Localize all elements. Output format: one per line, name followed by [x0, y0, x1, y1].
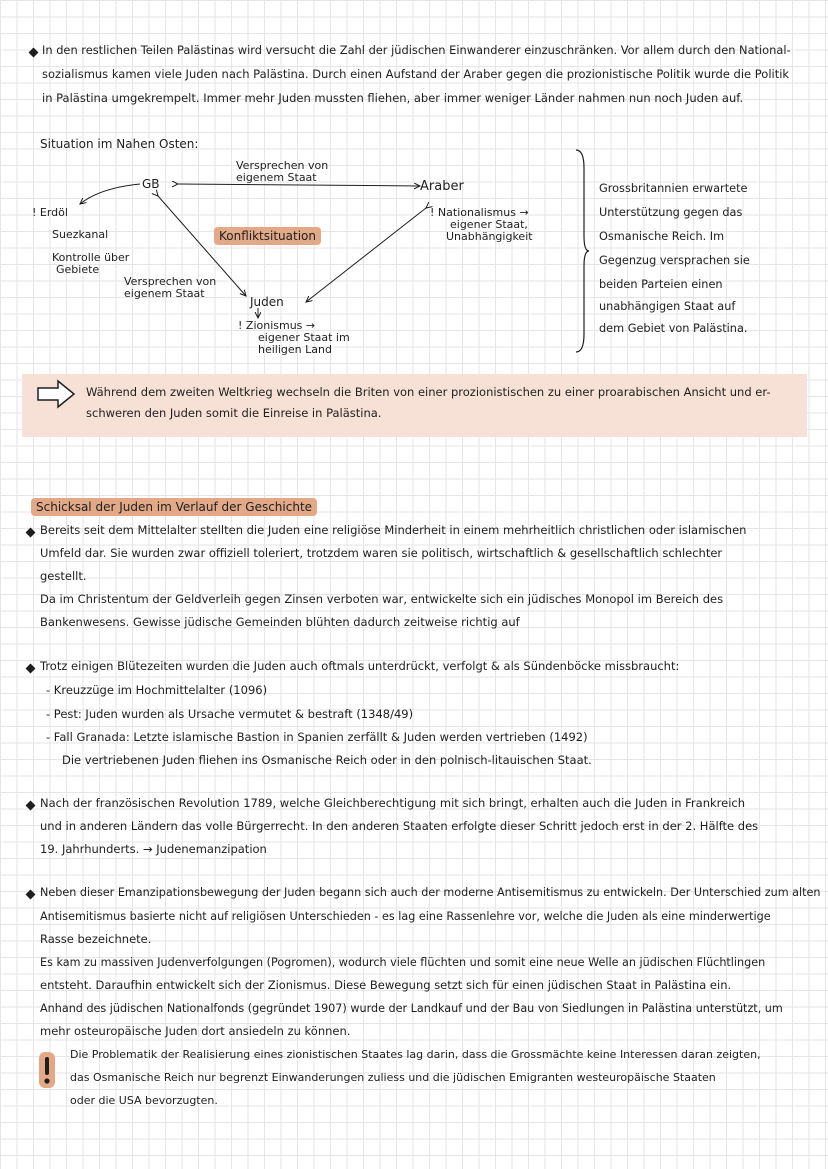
bullet-icon	[26, 890, 36, 900]
paragraph-line: Antisemitismus basierte nicht auf religiösen Unterschieden - es lag eine Rassenlehre vor, welche die Juden als eine minderwertige	[40, 910, 771, 923]
section-heading: Schicksal der Juden im Verlauf der Geschichte	[31, 498, 317, 516]
paragraph-line: Bankenwesens. Gewisse jüdische Gemeinden blühten dadurch zeitweise richtig auf	[40, 615, 520, 629]
gb-interest: Kontrolle über	[52, 251, 130, 264]
arrow-araber-juden	[306, 208, 426, 302]
gb-promise-label-line: Versprechen von	[236, 159, 329, 172]
paragraph-line: und in anderen Ländern das volle Bürgerrecht. In den anderen Staaten erfolgte dieser Schritt jedoch erst in der 2. Hälfte des	[40, 819, 759, 833]
gb-promise-label-line: eigenem Staat	[236, 171, 317, 184]
intro-line: sozialismus kamen viele Juden nach Palästina. Durch einen Aufstand der Araber gegen die prozionistische Politik wurde die Politik	[42, 67, 790, 81]
bullet-icon	[26, 664, 36, 674]
side-note-line: Osmanische Reich. Im	[599, 230, 725, 243]
intro-line: In den restlichen Teilen Palästinas wird versucht die Zahl der jüdischen Einwanderer einzuschränken. Vor allem durch den National-	[42, 43, 791, 57]
node-araber: Araber	[420, 179, 464, 194]
bullet-icon	[26, 801, 36, 811]
paragraph-line: 19. Jahrhunderts. → Judenemanzipation	[40, 842, 267, 856]
juden-interest: ! Zionismus →	[238, 319, 316, 332]
node-gb: GB	[142, 177, 160, 191]
side-note-line: Grossbritannien erwartete	[599, 182, 748, 195]
side-note-line: beiden Parteien einen	[599, 278, 723, 291]
exclamation-icon	[37, 1050, 57, 1090]
paragraph-line: mehr osteuropäische Juden dort ansiedeln zu können.	[40, 1024, 351, 1038]
list-item: - Fall Granada: Letzte islamische Bastion in Spanien zerfällt & Juden werden vertrieben (1492)	[46, 730, 588, 744]
paragraph-line: Die vertriebenen Juden fliehen ins Osmanische Reich oder in den polnisch-litauischen Staat.	[62, 753, 592, 767]
paragraph-line: Nach der französischen Revolution 1789, welche Gleichberechtigung mit sich bringt, erhalten auch die Juden in Frankreich	[40, 796, 746, 810]
paragraph-line: entsteht. Daraufhin entwickelt sich der Zionismus. Diese Bewegung setzt sich für einen jüdischen Staat in Palästina ein.	[40, 978, 732, 992]
juden-promise-label-line: eigenem Staat	[124, 287, 205, 300]
paragraph-line: Neben dieser Emanzipationsbewegung der Juden begann sich auch der moderne Antisemitismus zu entwickeln. Der Unterschied zum alten	[40, 886, 821, 899]
juden-interest: eigener Staat im	[258, 331, 350, 344]
gb-interest: Gebiete	[56, 263, 100, 276]
note-line: das Osmanische Reich nur begrenzt Einwanderungen zuliess und die jüdischen Emigranten westeuropäische Staaten	[70, 1071, 716, 1084]
side-note-line: unabhängigen Staat auf	[599, 300, 736, 313]
relation-arrows-diagram	[0, 0, 828, 400]
paragraph-line: Rasse bezeichnete.	[40, 932, 152, 946]
side-note-line: dem Gebiet von Palästina.	[599, 322, 748, 335]
curly-brace	[574, 148, 590, 354]
bullet-icon	[26, 528, 36, 538]
side-note-line: Gegenzug versprachen sie	[599, 254, 750, 267]
paragraph-line: Da im Christentum der Geldverleih gegen Zinsen verboten war, entwickelte sich ein jüdisches Monopol im Bereich des	[40, 592, 724, 606]
side-note-line: Unterstützung gegen das	[599, 206, 743, 219]
paragraph-line: Trotz einigen Blütezeiten wurden die Juden auch oftmals unterdrückt, verfolgt & als Sündenböcke missbraucht:	[40, 659, 680, 673]
araber-interest: ! Nationalismus →	[430, 206, 529, 219]
callout-line: schweren den Juden somit die Einreise in Palästina.	[86, 406, 382, 420]
paragraph-line: Anhand des jüdischen Nationalfonds (gegründet 1907) wurde der Landkauf und der Bau von Siedlungen in Palästina unterstützt, um	[40, 1002, 783, 1015]
note-line: Die Problematik der Realisierung eines zionistischen Staates lag darin, dass die Grossmächte keine Interessen daran zeigten,	[70, 1048, 761, 1061]
gb-interest: ! Erdöl	[32, 206, 68, 219]
paragraph-line: Bereits seit dem Mittelalter stellten die Juden eine religiöse Minderheit in einem mehrheitlich christlichen oder islamischen	[40, 523, 747, 537]
note-line: oder die USA bevorzugten.	[70, 1094, 218, 1107]
intro-line: in Palästina umgekrempelt. Immer mehr Juden mussten fliehen, aber immer weniger Länder nahmen nun noch Juden auf.	[42, 91, 744, 105]
araber-interest: eigener Staat,	[450, 218, 528, 231]
paragraph-line: Umfeld dar. Sie wurden zwar offiziell toleriert, trotzdem waren sie politisch, wirtschaftlich & gesellschaftlich schlechter	[40, 546, 723, 560]
callout-line: Während dem zweiten Weltkrieg wechseln die Briten von einer prozionistischen zu einer proarabischen Ansicht und er-	[86, 385, 771, 399]
arrow-right-icon	[36, 379, 78, 409]
list-item: - Pest: Juden wurden als Ursache vermutet & bestraft (1348/49)	[46, 707, 414, 721]
arrow-gb-left	[80, 184, 140, 204]
gb-interest: Suezkanal	[52, 228, 109, 241]
list-item: - Kreuzzüge im Hochmittelalter (1096)	[46, 683, 268, 697]
juden-interest: heiligen Land	[258, 343, 332, 356]
paragraph-line: Es kam zu massiven Judenverfolgungen (Pogromen), wodurch viele flüchten und somit eine neue Welle an jüdischen Flüchtlingen	[40, 956, 766, 969]
paragraph-line: gestellt.	[40, 569, 87, 583]
conflict-label: Konfliktsituation	[214, 227, 321, 245]
node-juden: Juden	[250, 295, 284, 309]
diagram-title: Situation im Nahen Osten:	[40, 137, 199, 151]
juden-promise-label-line: Versprechen von	[124, 275, 217, 288]
araber-interest: Unabhängigkeit	[446, 230, 533, 243]
